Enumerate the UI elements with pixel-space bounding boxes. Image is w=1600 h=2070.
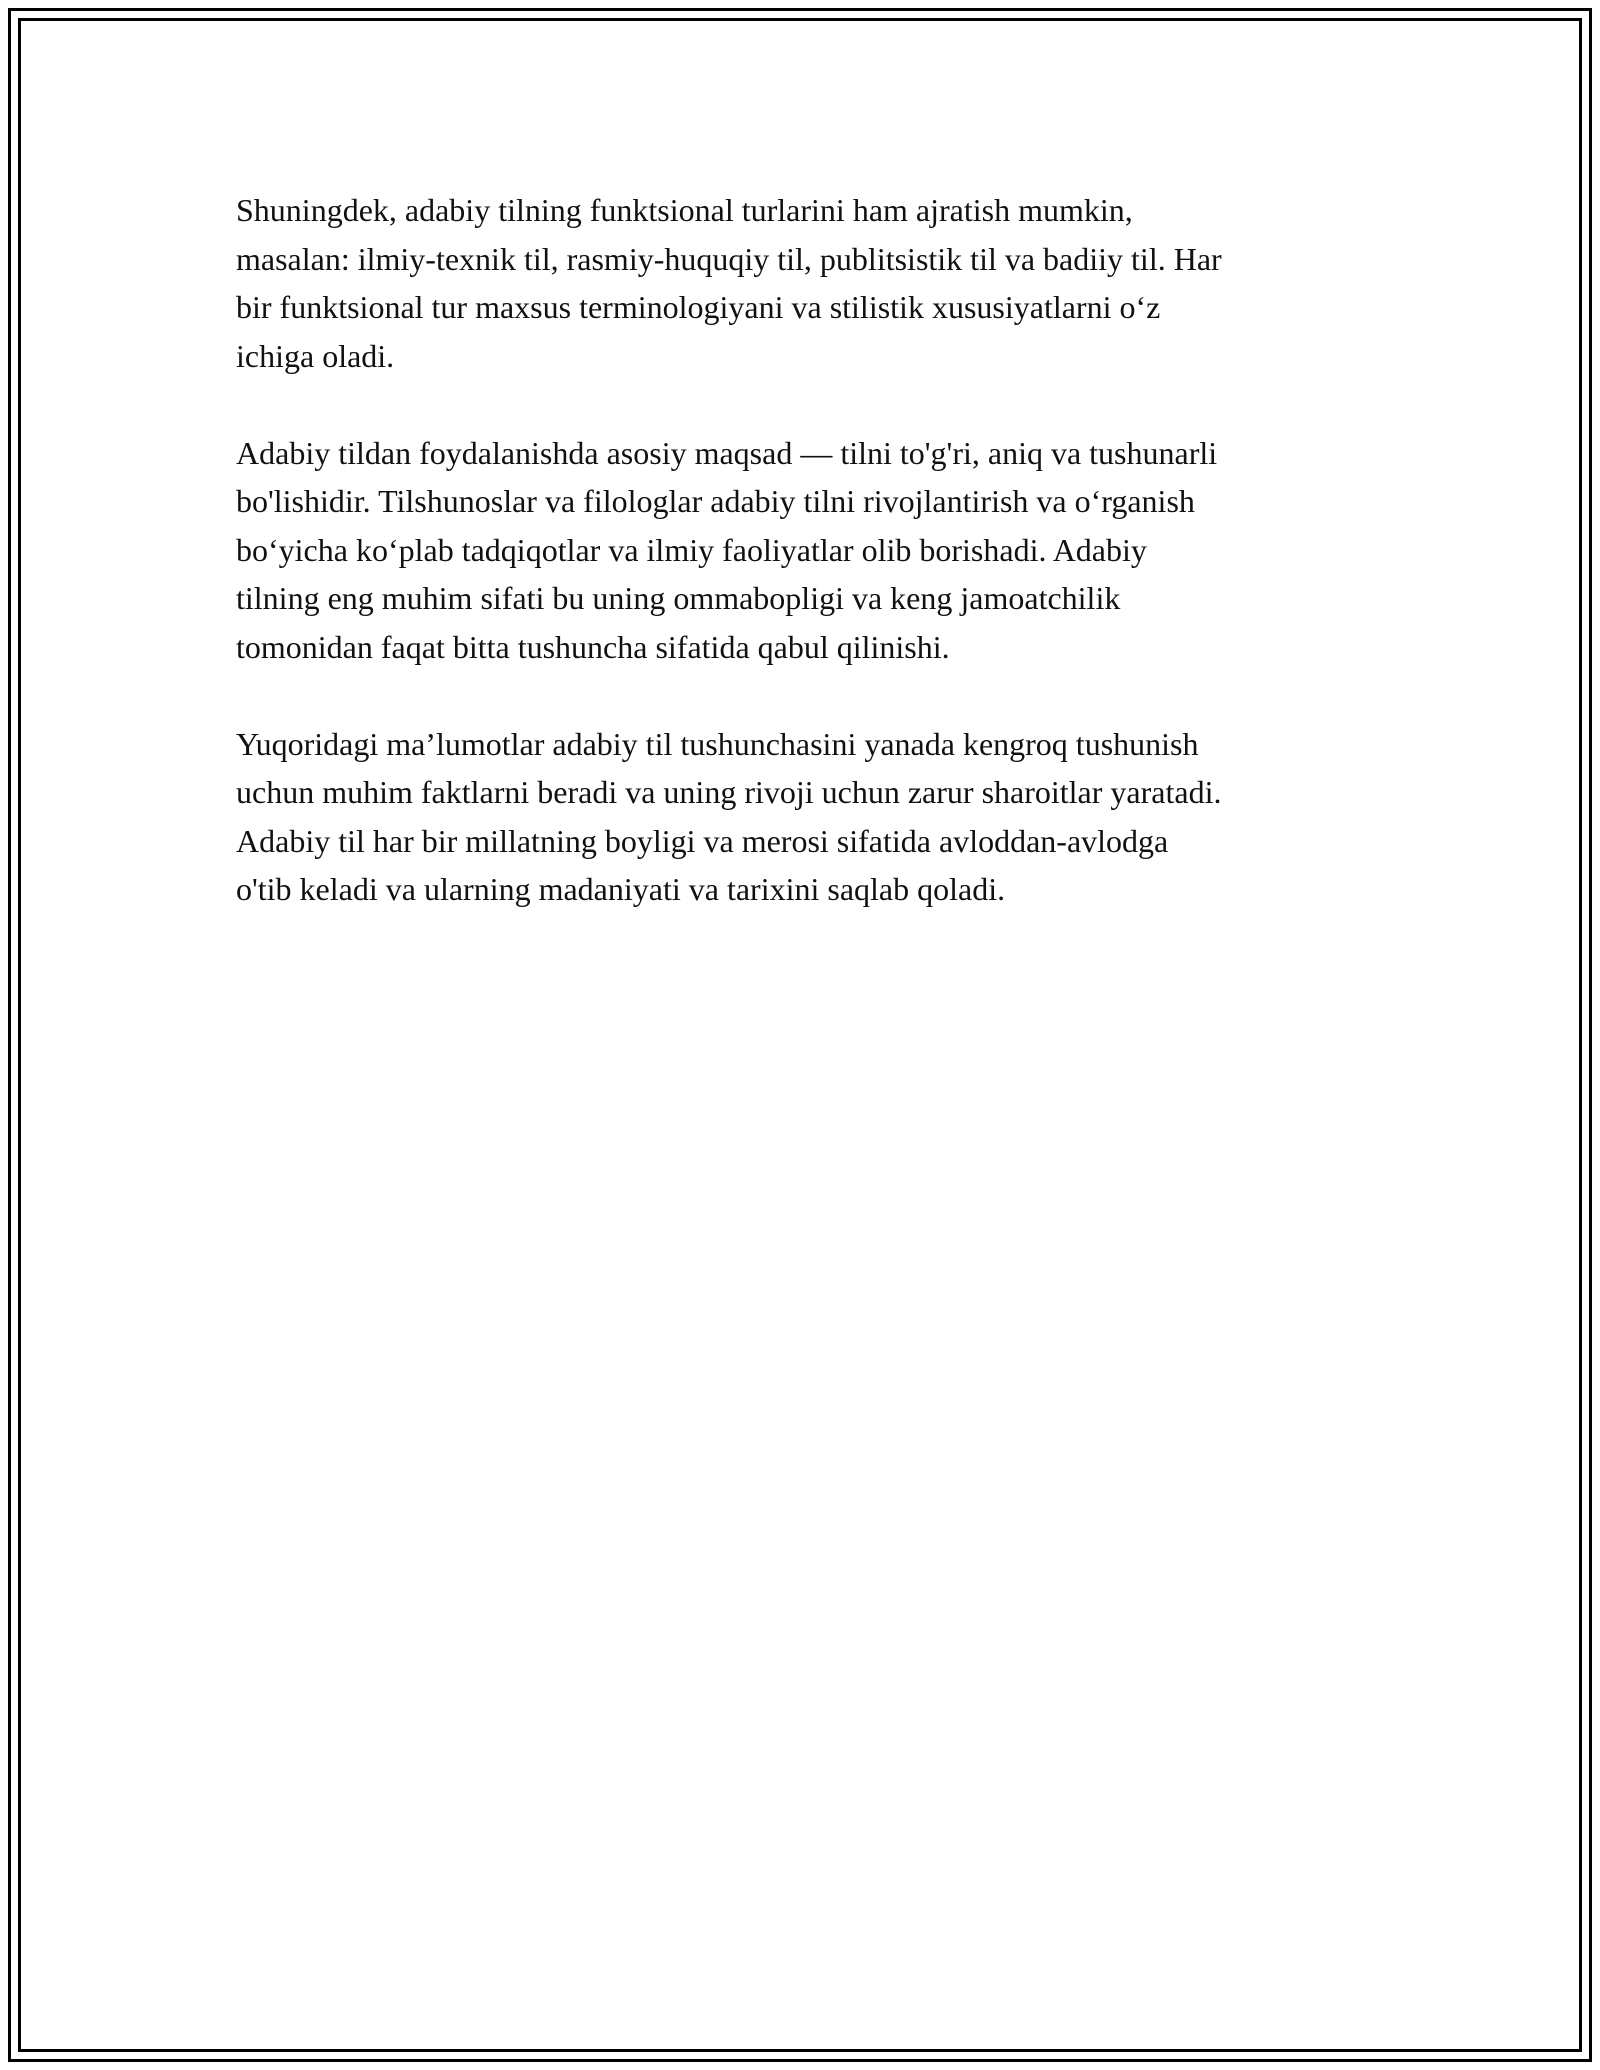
- text-line: tomonidan faqat bitta tushuncha sifatida qabul qilinishi.: [236, 628, 950, 665]
- document-body: [236, 186, 1376, 962]
- text-line: ichiga oladi.: [236, 337, 395, 374]
- text-line: o'tib keladi va ularning madaniyati va tarixini saqlab qoladi.: [236, 871, 1006, 907]
- text-line: Adabiy til har bir millatning boyligi va merosi sifatida avloddan-avlodga: [236, 822, 1169, 859]
- text-line: Yuqoridagi ma’lumotlar adabiy til tushunchasini yanada kengroq tushunish: [236, 725, 1199, 762]
- text-line: bir funktsional tur maxsus terminologiyani va stilistik xususiyatlarni o‘z: [236, 289, 1161, 325]
- text-line: uchun muhim faktlarni beradi va uning rivoji uchun zarur sharoitlar yaratadi.: [236, 774, 1222, 810]
- text-line: tilning eng muhim sifati bu uning ommabopligi va keng jamoatchilik: [236, 580, 1121, 616]
- text-line: masalan: ilmiy-texnik til, rasmiy-huquqiy til, publitsistik til va badiiy til. Har: [236, 240, 1222, 277]
- paragraph-3: [236, 720, 1376, 914]
- text-line: bo‘yicha ko‘plab tadqiqotlar va ilmiy faoliyatlar olib borishadi. Adabiy: [236, 531, 1147, 568]
- text-line: Adabiy tildan foydalanishda asosiy maqsad — tilni to'g'ri, aniq va tushunarli: [236, 434, 1218, 471]
- paragraph-2: [236, 429, 1376, 672]
- paragraph-1: [236, 186, 1376, 380]
- text-line: bo'lishidir. Tilshunoslar va filologlar adabiy tilni rivojlantirish va o‘rganish: [236, 483, 1195, 519]
- text-line: Shuningdek, adabiy tilning funktsional turlarini ham ajratish mumkin,: [236, 192, 1133, 228]
